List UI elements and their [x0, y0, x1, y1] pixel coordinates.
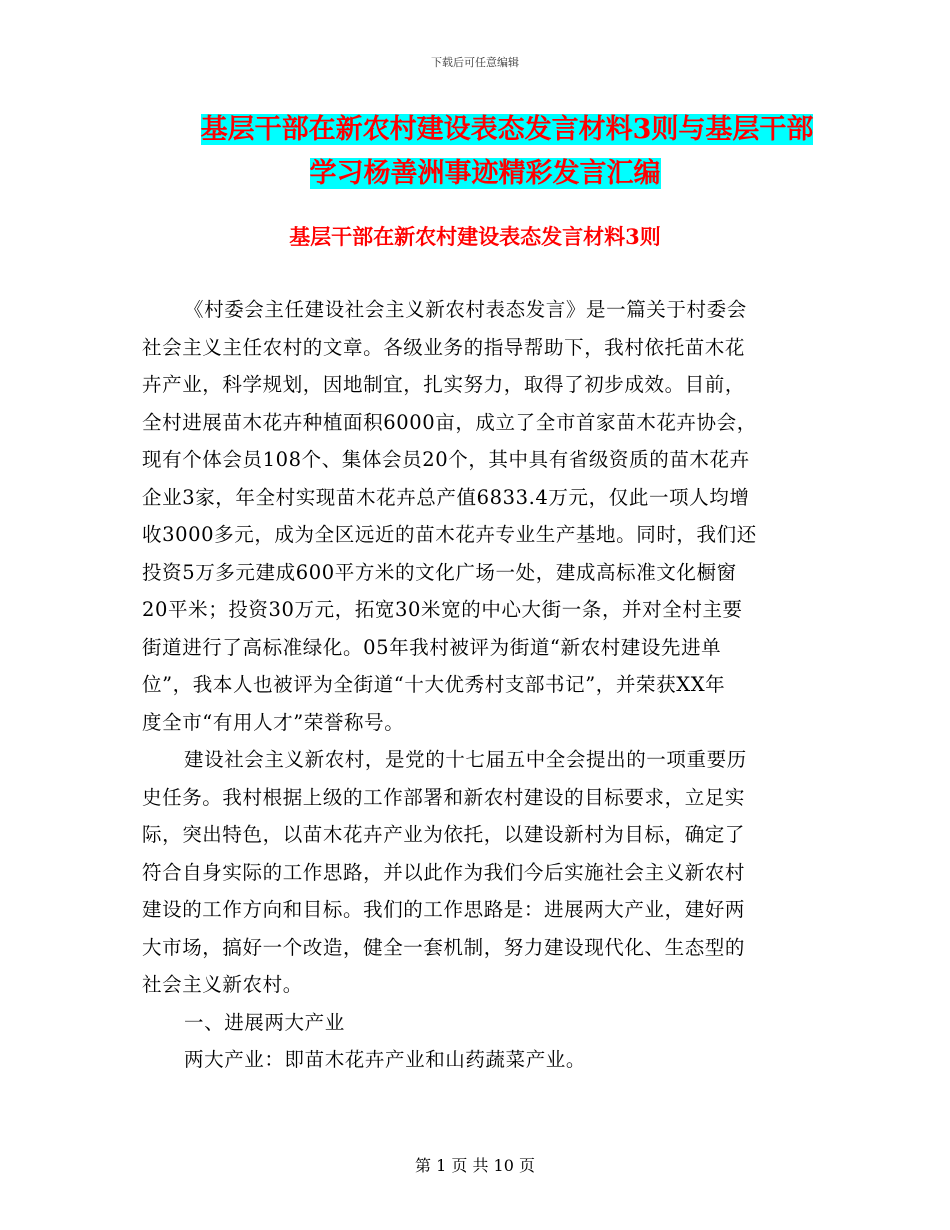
paragraph-2-line: 建设社会主义新农村，是党的十七届五中全会提出的一项重要历	[184, 748, 747, 771]
paragraph-2-line: 大市场，搞好一个改造，健全一套机制，努力建设现代化、生态型的	[142, 935, 746, 959]
paragraph-1-line: 现有个体会员108个、集体会员20个，其中具有省级资质的苗木花卉	[142, 448, 750, 471]
title-line-2: 学习杨善洲事迹精彩发言汇编	[309, 158, 661, 189]
paragraph-2-line: 际，突出特色，以苗木花卉产业为依托，以建设新村为目标，确定了	[142, 823, 746, 846]
paragraph-1-line: 《村委会主任建设社会主义新农村表态发言》是一篇关于村委会	[184, 298, 747, 321]
paragraph-1-line: 企业3家，年全村实现苗木花卉总产值6833.4万元，仅此一项人均增	[142, 485, 750, 509]
paragraph-2-line: 社会主义新农村。	[142, 973, 303, 996]
paragraph-1-line: 度全市“有用人才”荣誉称号。	[142, 710, 405, 734]
paragraph-1-line: 街道进行了高标准绿化。05年我村被评为街道“新农村建设先进单	[142, 635, 722, 659]
subheading-develop-industries: 一、进展两大产业	[184, 1010, 345, 1034]
paragraph-1-line: 20平米；投资30万元，拓宽30米宽的中心大街一条，并对全村主要	[142, 598, 743, 621]
header-note: 下载后可任意编辑	[431, 56, 519, 69]
paragraph-2-line: 建设的工作方向和目标。我们的工作思路是：进展两大产业，建好两	[142, 898, 746, 921]
page-footer: 第 1 页 共 10 页	[415, 1156, 535, 1175]
paragraph-2-line: 符合自身实际的工作思路，并以此作为我们今后实施社会主义新农村	[142, 860, 746, 884]
paragraph-1-line: 全村进展苗木花卉种植面积6000亩，成立了全市首家苗木花卉协会，	[142, 410, 757, 434]
paragraph-1-line: 卉产业，科学规划，因地制宜，扎实努力，取得了初步成效。目前，	[142, 373, 746, 396]
section-title: 基层干部在新农村建设表态发言材料3则	[289, 224, 661, 249]
paragraph-1-line: 投资5万多元建成600平方米的文化广场一处，建成高标准文化橱窗	[142, 560, 737, 584]
paragraph-2-line: 史任务。我村根据上级的工作部署和新农村建设的目标要求，立足实	[142, 785, 746, 809]
body-text	[142, 291, 812, 1079]
paragraph-1-line: 社会主义主任农村的文章。各级业务的指导帮助下，我村依托苗木花	[142, 335, 746, 359]
title-line-1: 基层干部在新农村建设表态发言材料3则与基层干部	[200, 114, 814, 145]
paragraph-1-line: 收3000多元，成为全区远近的苗木花卉专业生产基地。同时，我们还	[142, 523, 757, 546]
document-title	[140, 108, 830, 196]
paragraph-4-line: 两大产业：即苗木花卉产业和山药蔬菜产业。	[184, 1048, 587, 1071]
paragraph-1-line: 位”，我本人也被评为全街道“十大优秀村支部书记”，并荣获XX年	[142, 673, 726, 696]
